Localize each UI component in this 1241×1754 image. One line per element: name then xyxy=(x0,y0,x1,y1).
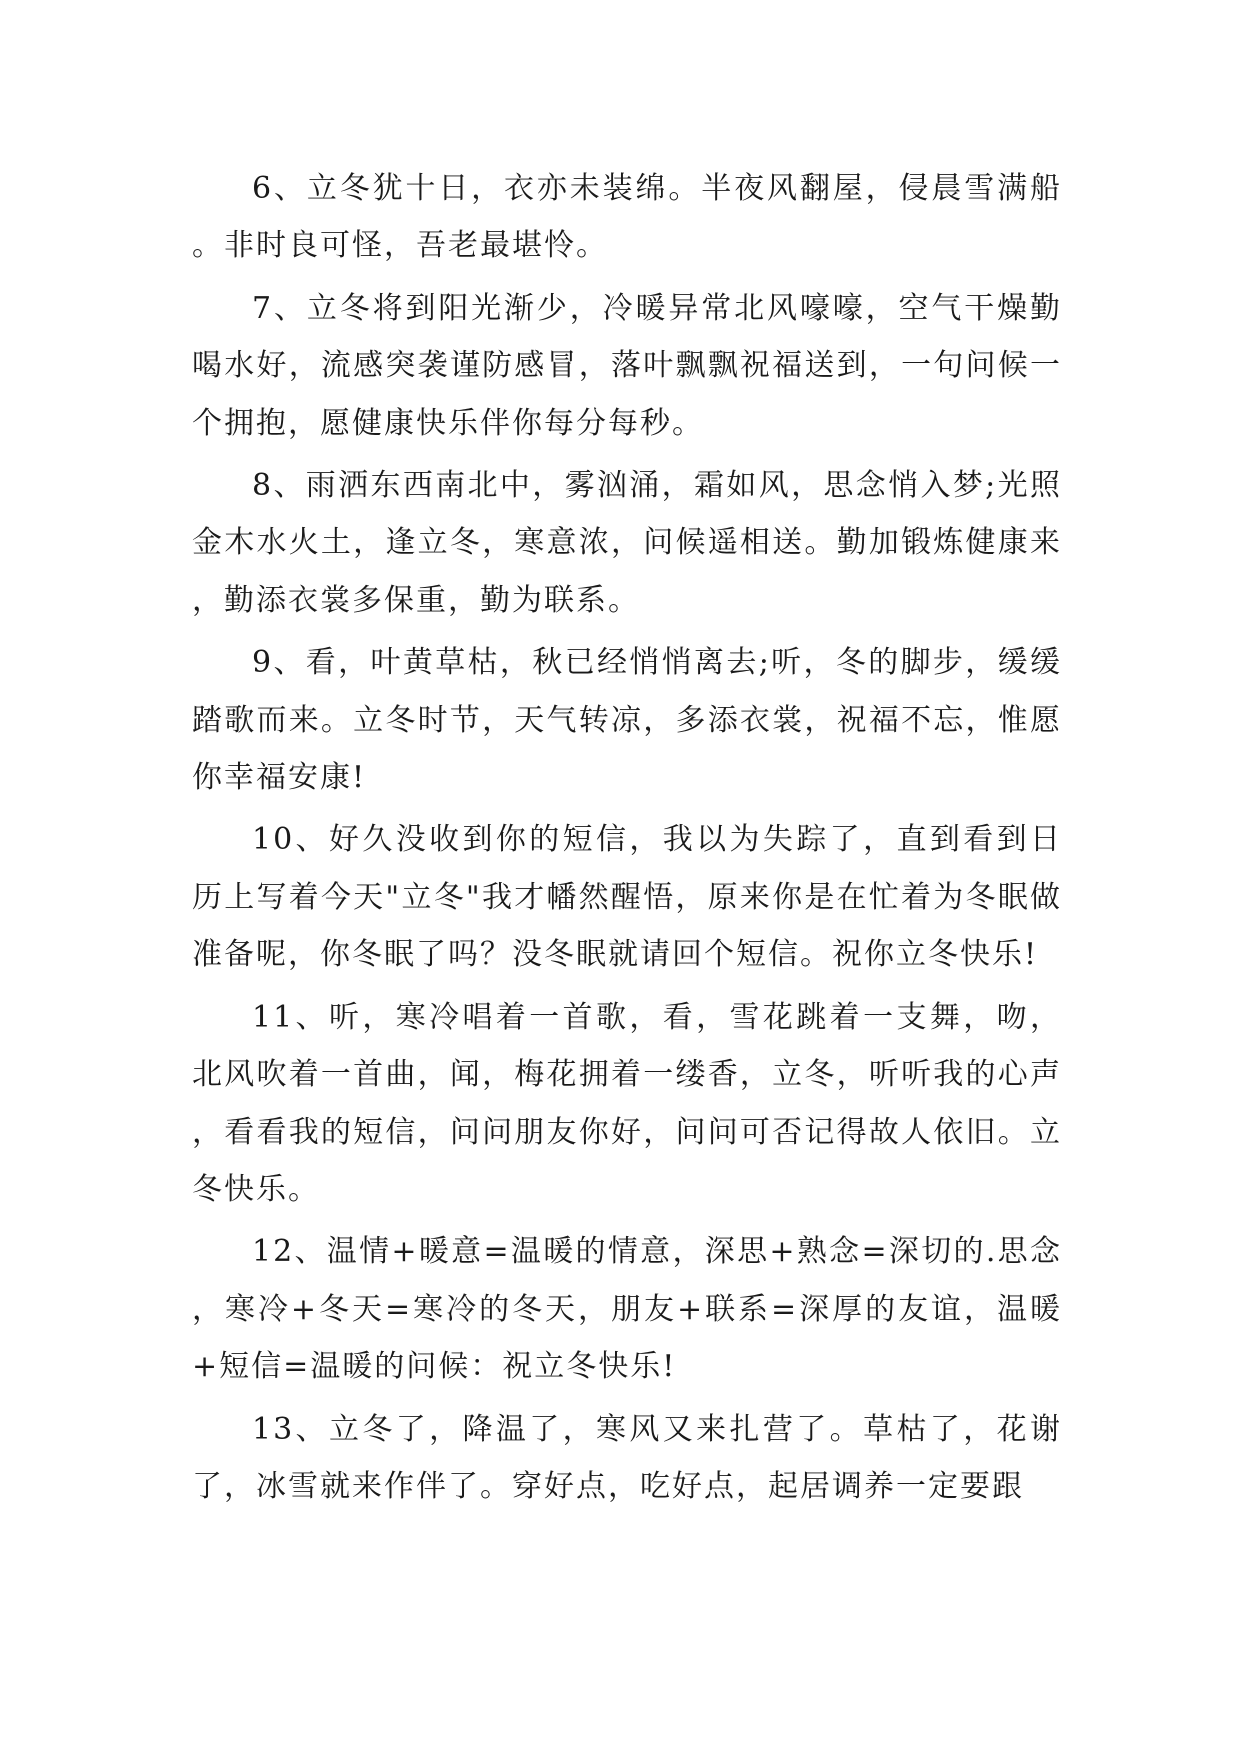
paragraph-13: 13、立冬了，降温了，寒风又来扎营了。草枯了，花谢了，冰雪就来作伴了。穿好点，吃好点，起居调养一定要跟 xyxy=(192,1411,1062,1504)
paragraph-8: 8、雨洒东西南北中，雾汹涌，霜如风，思念悄入梦;光照金木水火土，逢立冬，寒意浓，问候遥相送。勤加锻炼健康来，勤添衣裳多保重，勤为联系。 xyxy=(192,468,1062,618)
paragraph-12: 12、温情+暖意=温暖的情意，深思+熟念=深切的.思念，寒冷+冬天=寒冷的冬天，朋友+联系=深厚的友谊，温暖+短信=温暖的问候：祝立冬快乐! xyxy=(192,1234,1062,1385)
paragraph-7: 7、立冬将到阳光渐少，冷暖异常北风嚎嚎，空气干燥勤喝水好，流感突袭谨防感冒，落叶飘飘祝福送到，一句问候一个拥抱，愿健康快乐伴你每分每秒。 xyxy=(192,290,1062,441)
paragraph-11: 11、听，寒冷唱着一首歌，看，雪花跳着一支舞，吻，北风吹着一首曲，闻，梅花拥着一缕香，立冬，听听我的心声，看看我的短信，问问朋友你好，问问可否记得故人依旧。立冬快乐。 xyxy=(192,999,1062,1207)
paragraph-10: 10、好久没收到你的短信，我以为失踪了，直到看到日历上写着今天"立冬"我才幡然醒悟，原来你是在忙着为冬眠做准备呢，你冬眠了吗？没冬眠就请回个短信。祝你立冬快乐! xyxy=(192,822,1062,973)
paragraph-9: 9、看，叶黄草枯，秋已经悄悄离去;听，冬的脚步，缓缓踏歌而来。立冬时节，天气转凉，多添衣裳，祝福不忘，惟愿你幸福安康! xyxy=(192,645,1062,796)
paragraph-6: 6、立冬犹十日，衣亦未装绵。半夜风翻屋，侵晨雪满船。非时良可怪，吾老最堪怜。 xyxy=(192,171,1062,264)
document-body xyxy=(192,160,1062,1520)
